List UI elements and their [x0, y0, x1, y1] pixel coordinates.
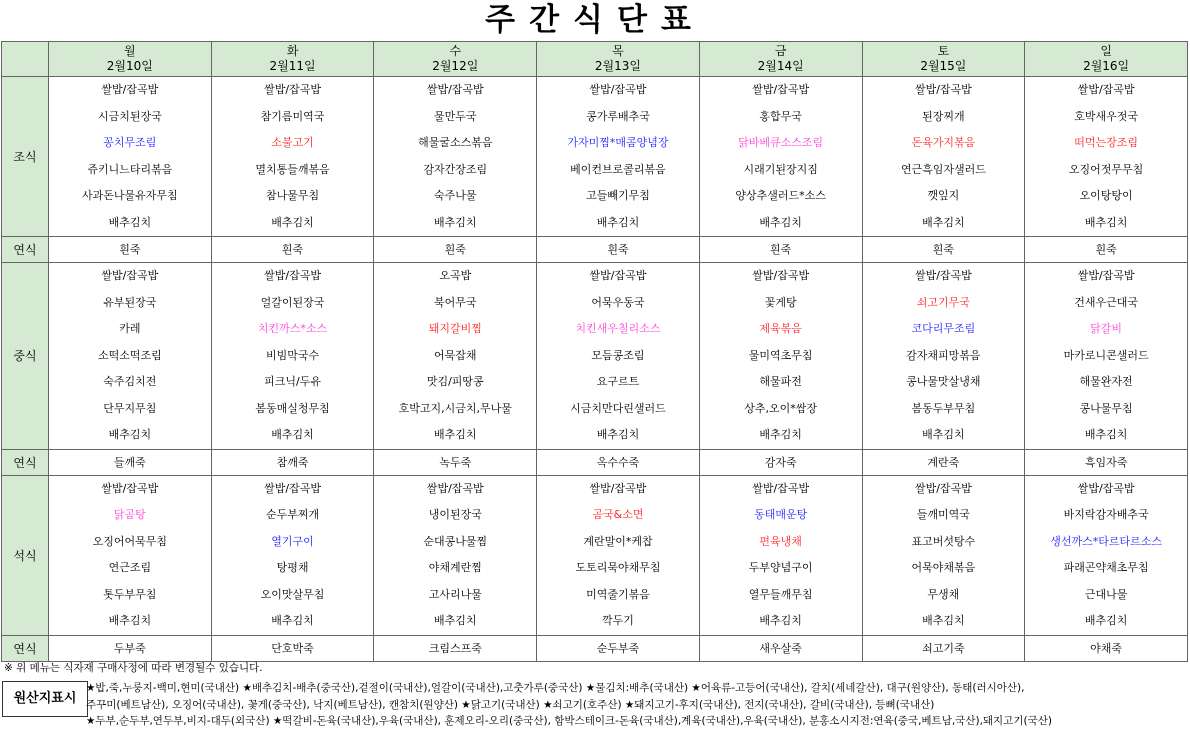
porridge-item: 크림스프죽: [374, 635, 537, 661]
menu-item: 해물완자전: [1079, 375, 1133, 388]
porridge-item: 흰죽: [862, 237, 1025, 263]
menu-item: 콩나물맛살냉채: [906, 375, 981, 388]
menu-item: 양상추샐러드*소스: [735, 189, 826, 202]
menu-cell: [1025, 77, 1188, 237]
menu-item: 꽁치무조림: [103, 136, 157, 149]
porridge-item: 참깨죽: [211, 449, 374, 475]
menu-cell: [699, 77, 862, 237]
menu-item: 연근흑임자샐러드: [900, 162, 986, 176]
menu-item: 비빔막국수: [265, 348, 320, 362]
porridge-item: 흑임자죽: [1025, 449, 1188, 475]
menu-item: 상추,오이*쌈장: [744, 401, 818, 415]
porridge-item: 옥수수죽: [537, 449, 700, 475]
day-name: 일: [1100, 44, 1112, 58]
porridge-item: 흰죽: [49, 237, 212, 263]
menu-item: 쌀밥/잡곡밥: [752, 481, 810, 495]
menu-item: 쌀밥/잡곡밥: [101, 481, 159, 495]
porridge-item: 두부죽: [49, 635, 212, 661]
menu-item: 도토리묵야채무침: [575, 561, 661, 574]
menu-cell: [699, 475, 862, 635]
menu-item: 계란말이*케찹: [583, 534, 653, 548]
menu-item: 표고버섯탕수: [911, 534, 976, 548]
porridge-row: [2, 237, 1188, 263]
menu-item: 홍합무국: [759, 109, 802, 123]
menu-item: 쌀밥/잡곡밥: [1077, 481, 1135, 495]
day-date: 2월12일: [432, 59, 479, 73]
menu-item: 물미역초무침: [748, 348, 813, 362]
menu-item: 멸치통들깨볶음: [255, 162, 330, 176]
meal-label: 연식: [2, 449, 49, 475]
porridge-item: 흰죽: [1025, 237, 1188, 263]
menu-item: 쥬키니느타리볶음: [87, 162, 173, 176]
origin-label: 원산지표시: [2, 681, 88, 717]
menu-item: 들깨미역국: [916, 508, 970, 521]
menu-item: 배추김치: [1084, 215, 1128, 229]
menu-item: 배추김치: [271, 614, 314, 627]
day-header: [862, 42, 1025, 77]
menu-item: 열기구이: [271, 534, 314, 548]
day-date: 2월16일: [1083, 59, 1130, 73]
menu-item: 쌀밥/잡곡밥: [1077, 269, 1135, 282]
porridge-item: 야채죽: [1025, 635, 1188, 661]
menu-item: 어묵야채볶음: [911, 561, 976, 574]
menu-item: 단무지무침: [103, 401, 157, 415]
menu-item: 마카로니콘샐러드: [1063, 348, 1149, 362]
menu-item: 근대나물: [1084, 587, 1128, 601]
origin-line-3: ★두부,순두부,연두부,비지-대두(외국산) ★떡갈비-돈육(국내산),우육(국내산), 훈제오리-오리(중국산), 함박스테이크-돈육(국내산),계육(국내산),우육(국내산), 분홍소시지전:연육(중국,베트남,국산),돼지고기(국산): [86, 715, 1052, 727]
meal-row: [2, 263, 1188, 450]
menu-item: 편육냉채: [759, 534, 802, 548]
menu-item: 배추김치: [922, 614, 965, 627]
page-title: 주간식단표: [485, 2, 705, 38]
menu-item: 배추김치: [434, 614, 477, 627]
menu-item: 탕평채: [276, 561, 309, 574]
menu-item: 쌀밥/잡곡밥: [589, 269, 647, 282]
menu-item: 닭바베큐소스조림: [738, 136, 824, 149]
menu-item: 어묵잡채: [434, 348, 477, 362]
menu-item: 배추김치: [922, 215, 965, 229]
menu-cell: [49, 475, 212, 635]
menu-change-note: ※ 위 메뉴는 식자재 구매사정에 따라 변경될수 있습니다.: [4, 662, 263, 674]
meal-row: [2, 77, 1188, 237]
menu-item: 쌀밥/잡곡밥: [426, 481, 484, 495]
menu-item: 시래기된장지짐: [743, 162, 818, 176]
menu-item: 쌀밥/잡곡밥: [589, 481, 647, 495]
menu-item: 배추김치: [434, 215, 477, 229]
menu-cell: [374, 475, 537, 635]
menu-item: 오징어젓무무침: [1068, 162, 1144, 176]
menu-item: 배추김치: [1084, 614, 1128, 627]
menu-item: 떠먹는장조림: [1074, 136, 1138, 149]
origin-line-1: ★밥,죽,누룽지-백미,현미(국내산) ★배추김치-배추(중국산),겉절이(국내산),얼갈이(국내산),고춧가루(중국산) ★물김치:배추(국내산) ★어육류-고등어(국내산), 갈치(세네갈산), 대구(원양산), 동태(러시아산),: [86, 682, 1025, 694]
meal-label: 중식: [2, 263, 49, 450]
menu-item: 냉이된장국: [428, 508, 482, 521]
day-name: 토: [937, 44, 950, 58]
menu-item: 돈육가지볶음: [911, 136, 976, 149]
day-date: 2월15일: [920, 59, 967, 73]
menu-cell: [374, 263, 537, 450]
menu-item: 오이탕탕이: [1079, 189, 1133, 202]
menu-item: 해물파전: [759, 375, 802, 388]
menu-item: 배추김치: [108, 614, 152, 627]
day-header: [49, 42, 212, 77]
menu-item: 호박고지,시금치,무나물: [398, 401, 512, 415]
menu-item: 가자미찜*매콤양념장: [567, 136, 669, 149]
menu-item: 쌀밥/잡곡밥: [1077, 83, 1135, 96]
menu-item: 봄동두부무침: [911, 401, 976, 415]
porridge-item: 새우살죽: [699, 635, 862, 661]
menu-cell: [862, 77, 1025, 237]
menu-cell: [374, 77, 537, 237]
menu-item: 배추김치: [759, 215, 802, 229]
menu-item: 카레: [119, 322, 141, 335]
menu-item: 동태매운탕: [754, 508, 808, 521]
menu-item: 오이맛살무침: [260, 587, 325, 601]
menu-item: 코다리무조림: [911, 322, 976, 335]
menu-item: 두부양념구이: [748, 561, 813, 574]
porridge-item: 흰죽: [211, 237, 374, 263]
menu-item: 제육볶음: [759, 322, 802, 335]
menu-item: 쌀밥/잡곡밥: [914, 481, 972, 495]
menu-item: 해물굴소스볶음: [418, 136, 493, 149]
menu-item: 참기름미역국: [260, 109, 325, 123]
menu-item: 닭갈비: [1090, 322, 1123, 335]
porridge-item: 순두부죽: [537, 635, 700, 661]
menu-cell: [1025, 475, 1188, 635]
menu-item: 열무들깨무침: [748, 587, 813, 601]
menu-cell: [49, 263, 212, 450]
day-name: 수: [449, 44, 462, 58]
menu-item: 배추김치: [922, 428, 965, 441]
menu-item: 콩가루배추국: [586, 109, 650, 123]
menu-cell: [211, 475, 374, 635]
menu-item: 깍두기: [602, 614, 634, 627]
day-date: 2월13일: [594, 59, 641, 73]
header-corner: [2, 42, 49, 77]
menu-item: 베이컨브로콜리볶음: [570, 162, 666, 176]
day-name: 금: [774, 44, 787, 58]
menu-item: 톳두부무침: [103, 587, 157, 601]
menu-item: 배추김치: [108, 428, 152, 441]
menu-cell: [862, 475, 1025, 635]
menu-item: 닭곰탕: [113, 508, 146, 521]
porridge-item: 감자죽: [699, 449, 862, 475]
menu-item: 쌀밥/잡곡밥: [914, 83, 972, 96]
menu-item: 시금치만다린샐러드: [570, 401, 666, 415]
menu-cell: [1025, 263, 1188, 450]
menu-item: 시금치된장국: [97, 109, 162, 123]
porridge-item: 들깨죽: [49, 449, 212, 475]
menu-item: 유부된장국: [103, 295, 157, 309]
menu-item: 미역줄기볶음: [586, 587, 650, 601]
menu-item: 얼갈이된장국: [260, 295, 325, 309]
menu-item: 야채계란찜: [428, 561, 482, 574]
menu-cell: [699, 263, 862, 450]
menu-item: 쌀밥/잡곡밥: [426, 83, 484, 96]
menu-cell: [862, 263, 1025, 450]
menu-item: 쌀밥/잡곡밥: [914, 269, 972, 282]
menu-item: 배추김치: [108, 215, 152, 229]
menu-item: 고사리나물: [428, 587, 482, 601]
menu-item: 무생채: [927, 587, 960, 601]
menu-item: 오곡밥: [439, 269, 472, 282]
day-header: [1025, 42, 1188, 77]
menu-cell: [211, 77, 374, 237]
menu-item: 파래곤약채초무침: [1063, 561, 1149, 574]
menu-cell: [537, 475, 700, 635]
menu-cell: [211, 263, 374, 450]
menu-item: 곰국&소면: [592, 508, 644, 521]
menu-item: 쌀밥/잡곡밥: [264, 269, 321, 282]
day-header: [211, 42, 374, 77]
menu-item: 꽃게탕: [764, 295, 797, 309]
porridge-item: 녹두죽: [374, 449, 537, 475]
menu-item: 순두부찌개: [265, 508, 320, 521]
menu-item: 쌀밥/잡곡밥: [589, 83, 647, 96]
menu-item: 치킨새우칠리소스: [575, 322, 661, 335]
menu-item: 참나물무침: [265, 189, 320, 202]
day-date: 2월14일: [757, 59, 804, 73]
porridge-item: 쇠고기죽: [862, 635, 1025, 661]
porridge-item: 흰죽: [374, 237, 537, 263]
menu-item: 맛김/피땅콩: [426, 375, 484, 388]
day-header: [537, 42, 700, 77]
menu-item: 사과돈나물유자무침: [82, 189, 178, 202]
menu-item: 모듬콩조림: [591, 348, 645, 362]
menu-item: 쇠고기무국: [916, 295, 970, 309]
menu-cell: [537, 77, 700, 237]
menu-item: 돼지갈비찜: [428, 322, 482, 335]
menu-item: 피크닉/두유: [264, 375, 321, 388]
menu-item: 쌀밥/잡곡밥: [101, 269, 159, 282]
meal-label: 조식: [2, 77, 49, 237]
menu-item: 북어무국: [434, 295, 477, 309]
day-header: [699, 42, 862, 77]
menu-item: 소불고기: [271, 136, 314, 149]
menu-item: 소떡소떡조림: [97, 348, 162, 362]
menu-item: 배추김치: [271, 428, 314, 441]
menu-item: 숙주김치전: [103, 375, 157, 388]
weekly-menu-table: [1, 41, 1188, 662]
menu-cell: [537, 263, 700, 450]
menu-item: 순대콩나물찜: [423, 534, 488, 548]
menu-item: 바지락감자배추국: [1063, 508, 1149, 521]
menu-cell: [49, 77, 212, 237]
menu-item: 배추김치: [434, 428, 477, 441]
menu-item: 배추김치: [759, 428, 802, 441]
menu-item: 쌀밥/잡곡밥: [101, 83, 159, 96]
menu-item: 배추김치: [759, 614, 802, 627]
meal-row: [2, 475, 1188, 635]
menu-item: 생선까스*타르타르소스: [1050, 534, 1162, 548]
meal-label: 연식: [2, 237, 49, 263]
menu-item: 치킨까스*소스: [257, 322, 328, 335]
menu-item: 숙주나물: [434, 189, 477, 202]
menu-item: 배추김치: [1084, 428, 1128, 441]
porridge-item: 단호박죽: [211, 635, 374, 661]
day-name: 목: [612, 44, 624, 58]
porridge-item: 흰죽: [699, 237, 862, 263]
menu-item: 어묵우동국: [591, 295, 645, 309]
menu-item: 배추김치: [596, 215, 640, 229]
menu-item: 건새우근대국: [1074, 295, 1138, 309]
menu-item: 쌀밥/잡곡밥: [264, 83, 321, 96]
porridge-item: 계란죽: [862, 449, 1025, 475]
menu-item: 봄동매실청무침: [255, 401, 330, 415]
menu-item: 된장찌개: [922, 109, 965, 123]
menu-item: 깻잎지: [927, 189, 960, 202]
menu-item: 연근조림: [108, 561, 152, 574]
menu-item: 쌀밥/잡곡밥: [752, 269, 810, 282]
day-date: 2월10일: [106, 59, 153, 73]
menu-item: 요구르트: [596, 375, 640, 388]
menu-item: 호박새우젓국: [1074, 109, 1138, 123]
menu-item: 고들빼기무침: [586, 189, 650, 202]
day-name: 월: [124, 44, 136, 58]
meal-label: 석식: [2, 475, 49, 635]
day-name: 화: [286, 44, 299, 58]
menu-item: 쌀밥/잡곡밥: [264, 481, 321, 495]
menu-item: 감자채피망볶음: [906, 348, 981, 362]
menu-item: 콩나물무침: [1079, 401, 1133, 415]
day-date: 2월11일: [269, 59, 316, 73]
menu-item: 배추김치: [596, 428, 640, 441]
menu-item: 물만두국: [434, 109, 477, 123]
day-header: [374, 42, 537, 77]
menu-item: 쌀밥/잡곡밥: [752, 83, 810, 96]
porridge-row: [2, 635, 1188, 661]
porridge-row: [2, 449, 1188, 475]
menu-item: 오징어어묵무침: [92, 534, 168, 548]
porridge-item: 흰죽: [537, 237, 700, 263]
meal-label: 연식: [2, 635, 49, 661]
menu-item: 배추김치: [271, 215, 314, 229]
menu-item: 감자간장조림: [423, 162, 488, 176]
origin-line-2: 주꾸미(베트남산), 오징어(국내산), 꽃게(중국산), 낙지(베트남산), 캔참치(원양산) ★닭고기(국내산) ★쇠고기(호주산) ★돼지고기-후지(국내산), 전지(국내산), 갈비(국내산), 등뼈(국내산): [86, 699, 935, 711]
